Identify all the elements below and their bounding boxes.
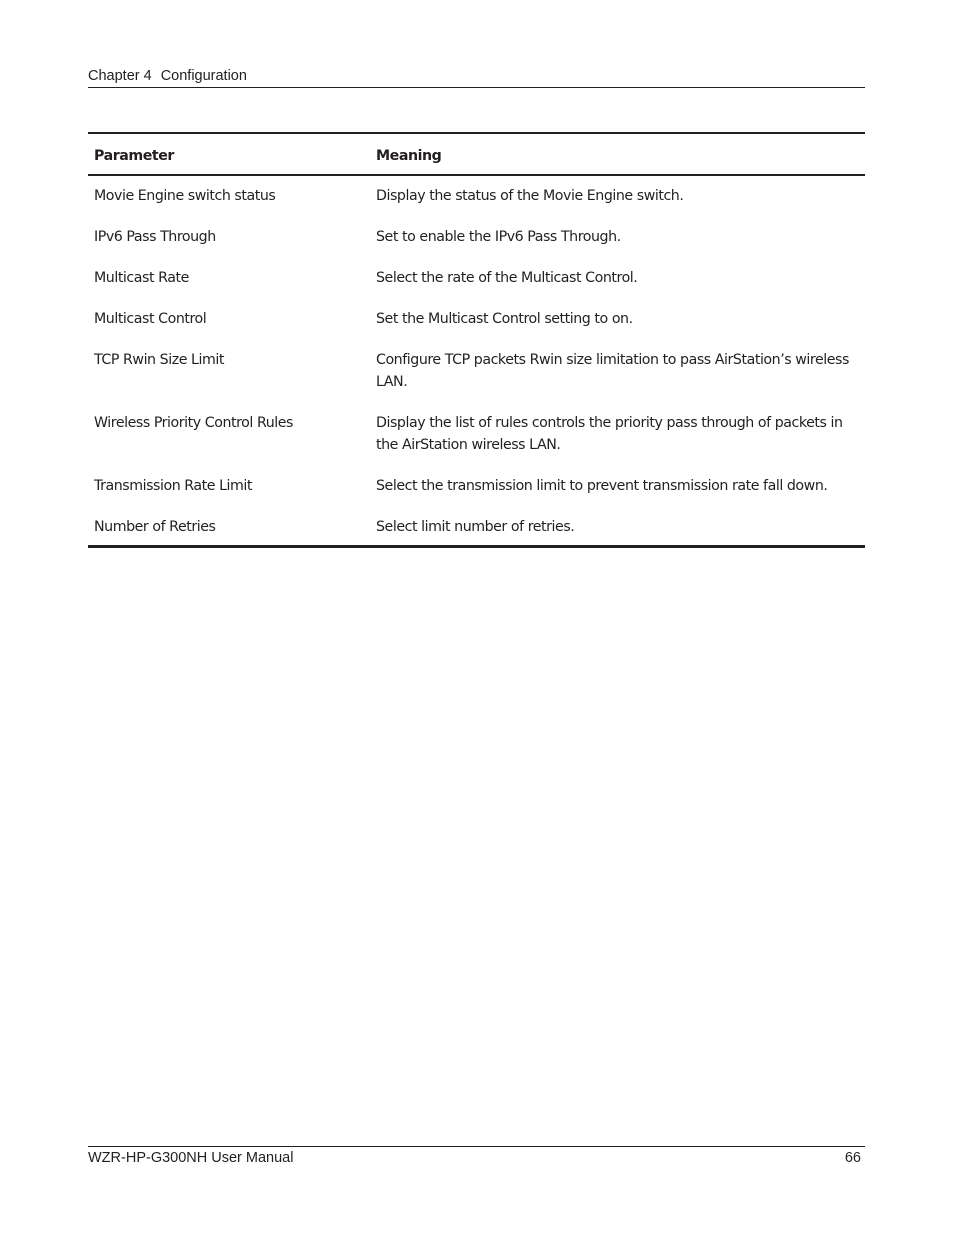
parameter-cell: Transmission Rate Limit	[94, 478, 253, 494]
meaning-cell: Select the rate of the Multicast Control.	[376, 270, 638, 286]
parameter-cell: Movie Engine switch status	[94, 188, 276, 204]
parameter-cell: TCP Rwin Size Limit	[94, 352, 224, 368]
section-title: Configuration	[160, 68, 247, 84]
table-row	[88, 456, 865, 497]
table-row	[88, 393, 865, 456]
table-row	[88, 330, 865, 393]
parameter-cell: Wireless Priority Control Rules	[94, 415, 293, 431]
table-row	[88, 289, 865, 330]
parameter-cell: Number of Retries	[88, 497, 370, 547]
table-row	[88, 175, 865, 207]
meaning-cell: Select the transmission limit to prevent transmission rate fall down.	[376, 478, 828, 494]
page-number: 66	[844, 1150, 861, 1166]
manual-title: WZR-HP-G300NH User Manual	[88, 1150, 294, 1166]
meaning-cell: Configure TCP packets Rwin size limitation to pass AirStation’s wireless LAN.	[376, 352, 849, 390]
chapter-label: Chapter 4	[88, 68, 152, 84]
meaning-cell: Display the list of rules controls the priority pass through of packets in the AirStation wireless LAN.	[376, 415, 843, 453]
meaning-cell: Set to enable the IPv6 Pass Through.	[376, 229, 621, 245]
meaning-cell: Select limit number of retries.	[370, 497, 865, 547]
table-row	[88, 248, 865, 289]
column-header-parameter: Parameter	[88, 133, 370, 175]
parameter-cell: Multicast Rate	[94, 270, 189, 286]
running-header	[88, 67, 865, 88]
parameter-table	[88, 132, 865, 548]
column-header-meaning: Meaning	[370, 133, 865, 175]
table-row	[88, 207, 865, 248]
table-header-row	[88, 133, 865, 175]
running-footer	[88, 1146, 865, 1167]
parameter-cell: Multicast Control	[94, 311, 207, 327]
meaning-cell: Set the Multicast Control setting to on.	[376, 311, 633, 327]
table-row	[88, 497, 865, 547]
parameter-cell: IPv6 Pass Through	[94, 229, 216, 245]
meaning-cell: Display the status of the Movie Engine switch.	[376, 188, 684, 204]
